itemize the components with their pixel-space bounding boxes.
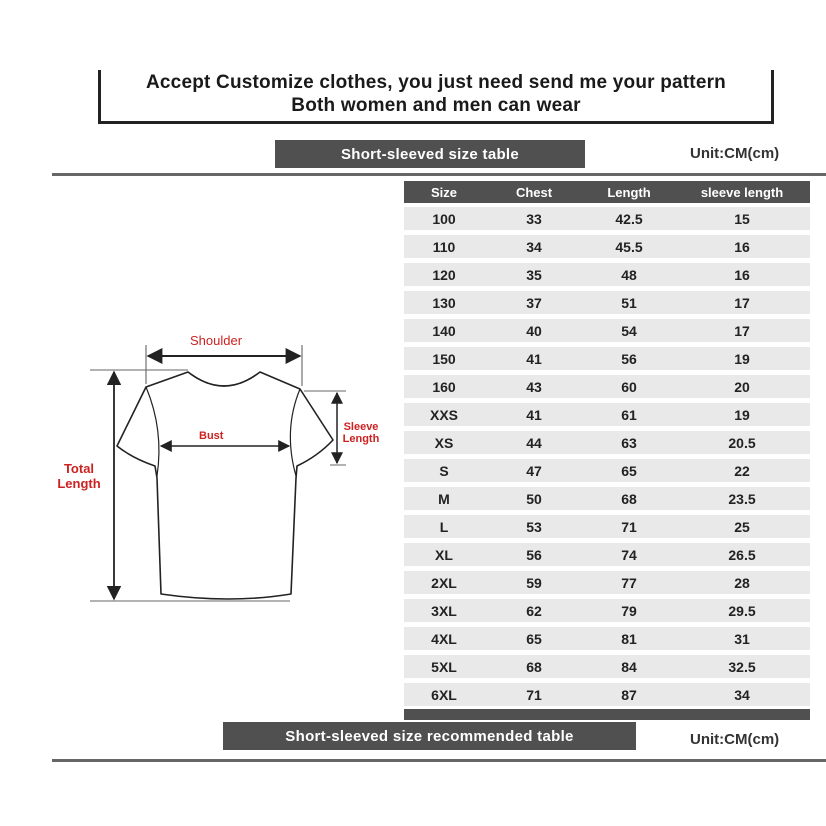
cell-length: 54: [621, 322, 637, 339]
divider-bottom: [52, 759, 826, 762]
cell-sleeve-length: 19: [734, 350, 750, 367]
cell-chest: 65: [526, 630, 542, 647]
cell-length: 81: [621, 630, 637, 647]
cell-chest: 62: [526, 602, 542, 619]
cell-sleeve-length: 31: [734, 630, 750, 647]
sleeve-seam-right: [290, 389, 300, 476]
cell-length: 63: [621, 434, 637, 451]
cell-chest: 41: [526, 406, 542, 423]
cell-chest: 44: [526, 434, 542, 451]
column-header-size: Size: [430, 184, 457, 200]
cell-chest: 40: [526, 322, 542, 339]
table-row: [404, 683, 810, 706]
cell-size: 5XL: [431, 658, 457, 675]
unit-label-bottom: Unit:CM(cm): [690, 731, 780, 748]
cell-size: 150: [432, 350, 456, 367]
cell-chest: 37: [526, 294, 542, 311]
table-row: [404, 263, 810, 286]
table-row: [404, 655, 810, 678]
cell-length: 68: [621, 490, 637, 507]
cell-chest: 34: [526, 238, 542, 255]
sleeve-label-line-1: Sleeve: [343, 421, 379, 433]
sleeve-label-line-2: Length: [342, 433, 380, 445]
cell-length: 51: [621, 294, 637, 311]
cell-length: 74: [621, 546, 637, 563]
cell-length: 60: [621, 378, 637, 395]
table-row: [404, 235, 810, 258]
cell-size: 2XL: [431, 574, 457, 591]
cell-size: L: [439, 518, 449, 535]
table-row: [404, 487, 810, 510]
table-row: [404, 403, 810, 426]
tshirt-diagram: [0, 0, 400, 700]
header-line-1: Accept Customize clothes, you just need send me your pattern: [145, 72, 726, 93]
cell-sleeve-length: 17: [734, 294, 750, 311]
cell-length: 77: [621, 574, 637, 591]
cell-size: XL: [435, 546, 453, 563]
cell-length: 65: [621, 462, 637, 479]
cell-sleeve-length: 29.5: [728, 602, 756, 619]
total-label-line-1: Total: [63, 461, 95, 476]
total-label-line-2: Length: [57, 476, 101, 491]
cell-size: 140: [432, 322, 456, 339]
cell-size: S: [439, 462, 449, 479]
cell-length: 56: [621, 350, 637, 367]
cell-chest: 47: [526, 462, 542, 479]
cell-sleeve-length: 16: [734, 266, 750, 283]
table-row: [404, 571, 810, 594]
tshirt-outline: [117, 372, 333, 599]
header-line-2: Both women and men can wear: [291, 95, 581, 116]
table-body: [404, 207, 810, 706]
cell-length: 42.5: [615, 210, 643, 227]
cell-size: 3XL: [431, 602, 457, 619]
table-header-row: [404, 181, 810, 203]
cell-size: XXS: [429, 406, 458, 423]
cell-sleeve-length: 23.5: [728, 490, 756, 507]
cell-sleeve-length: 28: [734, 574, 750, 591]
cell-size: 4XL: [431, 630, 457, 647]
column-header-length: Length: [607, 184, 651, 200]
table-row: [404, 207, 810, 230]
size-table: [404, 181, 810, 711]
cell-chest: 53: [526, 518, 542, 535]
table-row: [404, 347, 810, 370]
table-row: [404, 375, 810, 398]
cell-length: 48: [621, 266, 637, 283]
cell-sleeve-length: 20.5: [728, 434, 756, 451]
recommended-table-title: Short-sleeved size recommended table: [223, 722, 636, 750]
cell-size: M: [438, 490, 450, 507]
cell-chest: 56: [526, 546, 542, 563]
cell-sleeve-length: 25: [734, 518, 750, 535]
cell-size: 6XL: [431, 686, 457, 703]
cell-sleeve-length: 34: [734, 686, 750, 703]
cell-sleeve-length: 22: [734, 462, 750, 479]
cell-length: 84: [621, 658, 637, 675]
sleeve-length-label: [338, 421, 384, 445]
cell-length: 71: [621, 518, 637, 535]
bust-label: Bust: [199, 430, 224, 442]
cell-length: 79: [621, 602, 637, 619]
size-table-title: Short-sleeved size table: [275, 140, 585, 168]
cell-size: 160: [432, 378, 456, 395]
table-footer-bar: [404, 709, 810, 720]
table-row: [404, 543, 810, 566]
cell-chest: 59: [526, 574, 542, 591]
table-row: [404, 515, 810, 538]
cell-chest: 35: [526, 266, 542, 283]
table-row: [404, 291, 810, 314]
cell-length: 87: [621, 686, 637, 703]
cell-length: 61: [621, 406, 637, 423]
cell-sleeve-length: 32.5: [728, 658, 756, 675]
neckline: [191, 374, 257, 386]
column-header-sleeve-length: sleeve length: [700, 184, 784, 200]
cell-sleeve-length: 19: [734, 406, 750, 423]
cell-size: 120: [432, 266, 456, 283]
cell-size: 110: [432, 238, 456, 255]
table-row: [404, 319, 810, 342]
table-row: [404, 599, 810, 622]
cell-chest: 68: [526, 658, 542, 675]
cell-size: XS: [434, 434, 454, 451]
cell-sleeve-length: 16: [734, 238, 750, 255]
cell-sleeve-length: 20: [734, 378, 750, 395]
shoulder-label: Shoulder: [190, 333, 243, 348]
cell-sleeve-length: 17: [734, 322, 750, 339]
cell-chest: 41: [526, 350, 542, 367]
table-row: [404, 627, 810, 650]
column-header-chest: Chest: [515, 184, 553, 200]
cell-sleeve-length: 26.5: [728, 546, 756, 563]
cell-length: 45.5: [615, 238, 643, 255]
table-row: [404, 431, 810, 454]
unit-label-top: Unit:CM(cm): [690, 145, 780, 162]
cell-chest: 71: [526, 686, 542, 703]
cell-chest: 43: [526, 378, 542, 395]
table-row: [404, 459, 810, 482]
total-length-label: [52, 461, 106, 491]
cell-size: 100: [432, 210, 456, 227]
cell-sleeve-length: 15: [734, 210, 750, 227]
cell-chest: 33: [526, 210, 542, 227]
cell-size: 130: [432, 294, 456, 311]
cell-chest: 50: [526, 490, 542, 507]
